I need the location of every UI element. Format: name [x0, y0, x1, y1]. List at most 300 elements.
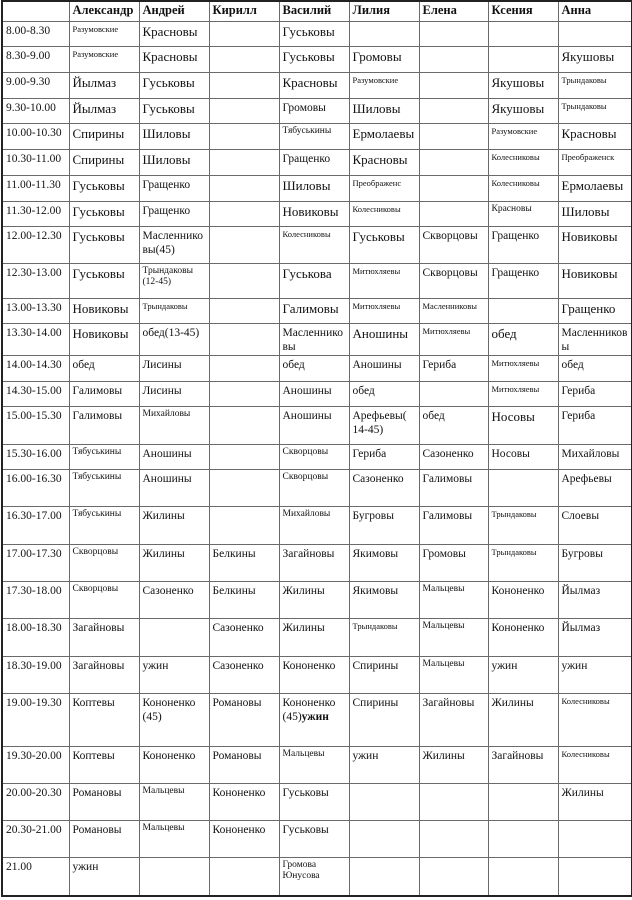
- cell-text: Мальцевы: [422, 658, 465, 669]
- schedule-cell: [69, 72, 139, 98]
- cell-text: Жилины: [142, 509, 185, 522]
- schedule-cell: [279, 656, 349, 693]
- schedule-cell: [69, 820, 139, 857]
- schedule-cell: [139, 618, 209, 656]
- cell-text: Ермолаевы: [352, 125, 415, 141]
- cell-text: Кононенко: [491, 621, 545, 634]
- time-slot: 11.30-12.00: [2, 201, 69, 226]
- schedule-cell: [558, 544, 632, 581]
- schedule-cell: [558, 656, 632, 693]
- schedule-cell: [488, 857, 558, 896]
- schedule-cell: [349, 98, 419, 123]
- table-row: [2, 783, 632, 820]
- schedule-cell: [209, 323, 279, 355]
- cell-text: Якимовы: [352, 584, 399, 597]
- cell-text: Сазоненко: [352, 472, 404, 485]
- schedule-cell: [69, 298, 139, 323]
- schedule-cell: [419, 175, 488, 201]
- schedule-cell: [558, 149, 632, 175]
- schedule-cell: [69, 381, 139, 406]
- schedule-cell: [349, 298, 419, 323]
- schedule-cell: [558, 298, 632, 323]
- schedule-cell: [488, 298, 558, 323]
- cell-text: Загайновы: [282, 547, 335, 560]
- cell-text: обед(13-45): [142, 326, 200, 339]
- time-slot: 10.30-11.00: [2, 149, 69, 175]
- schedule-cell: [349, 72, 419, 98]
- cell-text: Галимовы: [72, 384, 123, 397]
- table-row: [2, 21, 632, 46]
- cell-text: Коптевы: [72, 749, 115, 762]
- cell-text: Романовы: [212, 696, 262, 709]
- cell-text: Якушовы: [491, 74, 545, 90]
- cell-text: Аношины: [352, 358, 402, 371]
- schedule-cell: [558, 381, 632, 406]
- schedule-cell: [209, 506, 279, 544]
- schedule-cell: [349, 355, 419, 381]
- table-row: [2, 175, 632, 201]
- header-person: Ксения: [488, 1, 558, 21]
- cell-text: Гуськовы: [142, 100, 195, 116]
- schedule-cell: [419, 783, 488, 820]
- schedule-cell: [69, 355, 139, 381]
- cell-text: Йылмаз: [72, 100, 117, 116]
- schedule-cell: [419, 506, 488, 544]
- schedule-cell: [139, 381, 209, 406]
- schedule-cell: [139, 175, 209, 201]
- schedule-cell: [558, 323, 632, 355]
- schedule-cell: [279, 746, 349, 783]
- schedule-cell: [349, 46, 419, 72]
- schedule-cell: [349, 149, 419, 175]
- cell-text: Гращенко: [491, 266, 540, 279]
- cell-text: ужин: [352, 749, 379, 762]
- cell-text: Спирины: [72, 125, 125, 141]
- cell-text: Йылмаз: [72, 74, 117, 90]
- schedule-cell: [69, 21, 139, 46]
- cell-text: Скворцовы: [422, 229, 478, 242]
- header-person: Александр: [69, 1, 139, 21]
- schedule-cell: [139, 323, 209, 355]
- cell-text: Гращенко: [282, 152, 331, 165]
- schedule-cell: [488, 656, 558, 693]
- cell-text: Митюхляевы: [422, 325, 471, 336]
- schedule-cell: [488, 149, 558, 175]
- schedule-cell: [349, 581, 419, 618]
- schedule-cell: [69, 693, 139, 746]
- cell-text: Громовы: [422, 547, 466, 560]
- cell-text: обед: [352, 384, 375, 397]
- time-slot: 19.30-20.00: [2, 746, 69, 783]
- schedule-cell: [419, 72, 488, 98]
- schedule-cell: [209, 544, 279, 581]
- schedule-cell: [419, 263, 488, 298]
- schedule-cell: [209, 298, 279, 323]
- schedule-cell: [419, 201, 488, 226]
- header-person: Кирилл: [209, 1, 279, 21]
- table-row: [2, 298, 632, 323]
- schedule-cell: [558, 21, 632, 46]
- schedule-cell: [558, 746, 632, 783]
- time-slot: 16.30-17.00: [2, 506, 69, 544]
- schedule-cell: [209, 355, 279, 381]
- schedule-cell: [209, 263, 279, 298]
- schedule-cell: [69, 618, 139, 656]
- schedule-cell: [558, 406, 632, 444]
- cell-text: Гериба: [422, 358, 457, 371]
- schedule-cell: [488, 21, 558, 46]
- table-row: [2, 656, 632, 693]
- time-slot: 18.00-18.30: [2, 618, 69, 656]
- schedule-cell: [488, 746, 558, 783]
- schedule-cell: [209, 581, 279, 618]
- cell-text-bold: ужин: [301, 710, 329, 723]
- cell-text: Трындаковы: [491, 508, 537, 519]
- schedule-cell: [419, 226, 488, 263]
- schedule-cell: [209, 857, 279, 896]
- schedule-cell: [558, 72, 632, 98]
- cell-text: Йылмаз: [561, 621, 601, 634]
- table-row: [2, 98, 632, 123]
- cell-text: Гуськовы: [72, 177, 125, 193]
- cell-text: Скворцовы: [72, 546, 119, 557]
- schedule-cell: [69, 506, 139, 544]
- schedule-cell: [419, 46, 488, 72]
- table-row: [2, 581, 632, 618]
- schedule-cell: [209, 693, 279, 746]
- schedule-cell: [558, 175, 632, 201]
- cell-text: Носовы: [491, 408, 535, 424]
- schedule-cell: [209, 746, 279, 783]
- table-row: [2, 506, 632, 544]
- schedule-cell: [419, 98, 488, 123]
- cell-text: Разумовские: [72, 23, 119, 34]
- cell-text: Колесниковы: [561, 695, 610, 706]
- cell-text: Трындаковы: [491, 546, 537, 557]
- cell-text: Галимовы: [422, 472, 473, 485]
- cell-text: Колесниковы: [282, 228, 331, 239]
- cell-text: Романовы: [72, 823, 122, 836]
- cell-text: Новиковы: [561, 228, 618, 244]
- schedule-cell: [349, 544, 419, 581]
- schedule-cell: [279, 381, 349, 406]
- cell-text: Галимовы: [282, 300, 339, 316]
- cell-text: Кононенко (45): [142, 696, 196, 723]
- schedule-cell: [419, 406, 488, 444]
- schedule-cell: [139, 693, 209, 746]
- table-row: [2, 544, 632, 581]
- schedule-cell: [558, 618, 632, 656]
- cell-text: Красновы: [142, 23, 198, 39]
- time-slot: 8.00-8.30: [2, 21, 69, 46]
- table-row: [2, 355, 632, 381]
- schedule-cell: [419, 544, 488, 581]
- cell-text: Гуськовы: [352, 228, 405, 244]
- time-slot: 12.30-13.00: [2, 263, 69, 298]
- time-slot: 16.00-16.30: [2, 469, 69, 506]
- time-slot: 20.00-20.30: [2, 783, 69, 820]
- table-row: [2, 618, 632, 656]
- schedule-cell: [488, 123, 558, 149]
- table-row: [2, 444, 632, 469]
- cell-text: Преображенс: [352, 177, 402, 188]
- schedule-cell: [139, 656, 209, 693]
- schedule-cell: [139, 857, 209, 896]
- cell-text: Красновы: [142, 48, 198, 64]
- cell-text: Митюхляевы: [491, 383, 540, 394]
- schedule-cell: [139, 820, 209, 857]
- table-row: [2, 226, 632, 263]
- cell-text: Загайновы: [422, 696, 475, 709]
- cell-text: Якимовы: [352, 547, 399, 560]
- cell-text: Кононенко: [142, 749, 196, 762]
- schedule-cell: [209, 46, 279, 72]
- cell-text: Новиковы: [72, 325, 129, 341]
- time-slot: 19.00-19.30: [2, 693, 69, 746]
- cell-text: Йылмаз: [561, 584, 601, 597]
- schedule-cell: [349, 123, 419, 149]
- cell-text: обед: [561, 358, 584, 371]
- cell-text: Митюхляевы: [352, 300, 401, 311]
- schedule-cell: [419, 693, 488, 746]
- cell-text: Бугровы: [352, 509, 394, 522]
- time-slot: 17.30-18.00: [2, 581, 69, 618]
- schedule-cell: [69, 201, 139, 226]
- schedule-cell: [209, 618, 279, 656]
- schedule-cell: [139, 355, 209, 381]
- cell-text: Михайловы: [142, 408, 191, 419]
- cell-text: Гуськовы: [72, 228, 125, 244]
- schedule-cell: [279, 581, 349, 618]
- cell-text: Громова Юнусова: [282, 859, 320, 882]
- schedule-cell: [349, 693, 419, 746]
- cell-text: Тябуськины: [72, 446, 122, 457]
- schedule-cell: [558, 693, 632, 746]
- table-row: [2, 746, 632, 783]
- schedule-cell: [558, 226, 632, 263]
- time-slot: 20.30-21.00: [2, 820, 69, 857]
- cell-text: Трындаковы: [561, 74, 607, 85]
- cell-text: Красновы: [491, 203, 532, 214]
- cell-text: Гращенко: [561, 300, 616, 316]
- schedule-cell: [488, 175, 558, 201]
- schedule-cell: [139, 469, 209, 506]
- cell-text: Колесниковы: [352, 203, 401, 214]
- schedule-cell: [69, 581, 139, 618]
- cell-text: Колесниковы: [491, 151, 540, 162]
- schedule-cell: [349, 444, 419, 469]
- table-row: [2, 46, 632, 72]
- time-slot: 17.00-17.30: [2, 544, 69, 581]
- cell-text: Шиловы: [142, 151, 191, 167]
- table-row: [2, 693, 632, 746]
- time-slot: 8.30-9.00: [2, 46, 69, 72]
- schedule-cell: [69, 406, 139, 444]
- cell-text: Красновы: [561, 125, 617, 141]
- cell-text: Аношины: [282, 384, 332, 397]
- schedule-cell: [139, 506, 209, 544]
- schedule-cell: [209, 469, 279, 506]
- cell-text: Лисины: [142, 358, 182, 371]
- schedule-cell: [139, 406, 209, 444]
- cell-text: Романовы: [212, 749, 262, 762]
- header-person: Лилия: [349, 1, 419, 21]
- schedule-cell: [209, 98, 279, 123]
- schedule-cell: [209, 444, 279, 469]
- time-slot: 13.30-14.00: [2, 323, 69, 355]
- cell-text: Белкины: [212, 584, 256, 597]
- schedule-cell: [279, 46, 349, 72]
- schedule-cell: [209, 226, 279, 263]
- time-slot: 10.00-10.30: [2, 123, 69, 149]
- cell-text: Кононенко: [212, 823, 266, 836]
- cell-text: Масленниковы(45): [142, 229, 203, 256]
- cell-text: Жилины: [561, 786, 604, 799]
- cell-text: Кононенко: [282, 659, 336, 672]
- schedule-cell: [419, 149, 488, 175]
- cell-text: Громовы: [352, 48, 402, 64]
- cell-text: Арефьевы( 14-45): [352, 409, 407, 436]
- schedule-cell: [488, 693, 558, 746]
- schedule-cell: [69, 469, 139, 506]
- schedule-cell: [139, 746, 209, 783]
- cell-text: Шиловы: [352, 100, 401, 116]
- schedule-cell: [279, 263, 349, 298]
- schedule-cell: [209, 406, 279, 444]
- table-row: [2, 201, 632, 226]
- cell-text: ужин: [561, 659, 588, 672]
- schedule-cell: [488, 618, 558, 656]
- cell-text: Сазоненко: [212, 659, 264, 672]
- cell-text: Кононенко (45): [282, 696, 336, 723]
- cell-text: Гериба: [352, 447, 387, 460]
- schedule-cell: [488, 323, 558, 355]
- cell-text: Аношины: [142, 447, 192, 460]
- schedule-cell: [279, 444, 349, 469]
- schedule-cell: [139, 444, 209, 469]
- schedule-cell: [139, 581, 209, 618]
- cell-text: Сазоненко: [212, 621, 264, 634]
- time-slot: 13.00-13.30: [2, 298, 69, 323]
- cell-text: Ермолаевы: [561, 177, 624, 193]
- cell-text: Загайновы: [491, 749, 544, 762]
- schedule-cell: [558, 123, 632, 149]
- schedule-cell: [279, 149, 349, 175]
- schedule-cell: [488, 406, 558, 444]
- schedule-cell: [69, 444, 139, 469]
- schedule-cell: [349, 406, 419, 444]
- cell-text: Гериба: [561, 384, 596, 397]
- cell-text: Колесниковы: [561, 748, 610, 759]
- schedule-cell: [488, 444, 558, 469]
- schedule-cell: [279, 506, 349, 544]
- schedule-cell: [69, 544, 139, 581]
- cell-text: Гуськовы: [72, 265, 125, 281]
- cell-text: Масленниковы: [282, 326, 343, 353]
- schedule-cell: [349, 506, 419, 544]
- cell-text: Мальцевы: [282, 748, 325, 759]
- schedule-cell: [279, 544, 349, 581]
- cell-text: Новиковы: [282, 203, 339, 219]
- header-time: [2, 1, 69, 21]
- header-person: Елена: [419, 1, 488, 21]
- cell-text: Скворцовы: [282, 446, 329, 457]
- cell-text: обед: [282, 358, 305, 371]
- schedule-cell: [419, 21, 488, 46]
- schedule-cell: [279, 406, 349, 444]
- schedule-cell: [419, 355, 488, 381]
- schedule-cell: [139, 298, 209, 323]
- header-person: Анна: [558, 1, 632, 21]
- cell-text: обед: [491, 325, 517, 341]
- time-slot: 14.30-15.00: [2, 381, 69, 406]
- schedule-cell: [488, 544, 558, 581]
- cell-text: Кононенко: [491, 584, 545, 597]
- schedule-cell: [279, 201, 349, 226]
- schedule-cell: [279, 783, 349, 820]
- cell-text: Красновы: [282, 74, 338, 90]
- schedule-cell: [558, 506, 632, 544]
- schedule-cell: [558, 469, 632, 506]
- schedule-cell: [488, 820, 558, 857]
- cell-text: Гуськовы: [72, 203, 125, 219]
- schedule-cell: [419, 581, 488, 618]
- cell-text: Жилины: [282, 621, 325, 634]
- schedule-cell: [209, 72, 279, 98]
- cell-text: Слоевы: [561, 509, 600, 522]
- cell-text: Жилины: [282, 584, 325, 597]
- cell-text: Галимовы: [422, 509, 473, 522]
- cell-text: Аношины: [352, 325, 409, 341]
- cell-text: Белкины: [212, 547, 256, 560]
- cell-text: Спирины: [72, 151, 125, 167]
- cell-text: Трындаковы: [352, 620, 398, 631]
- schedule-cell: [488, 201, 558, 226]
- schedule-cell: [69, 746, 139, 783]
- schedule-cell: [558, 98, 632, 123]
- cell-text: Трындаковы: [561, 100, 607, 111]
- cell-text: Шиловы: [561, 203, 610, 219]
- cell-text: ужин: [491, 659, 518, 672]
- cell-text: Загайновы: [72, 621, 125, 634]
- schedule-cell: [349, 263, 419, 298]
- cell-text: Якушовы: [561, 48, 615, 64]
- schedule-cell: [279, 323, 349, 355]
- cell-text: Тябуськины: [72, 471, 122, 482]
- schedule-cell: [279, 693, 349, 746]
- schedule-cell: [349, 381, 419, 406]
- schedule-cell: [488, 72, 558, 98]
- schedule-cell: [139, 226, 209, 263]
- schedule-cell: [209, 21, 279, 46]
- schedule-cell: [69, 98, 139, 123]
- cell-text: Гуськовы: [142, 74, 195, 90]
- cell-text: обед: [72, 358, 95, 371]
- cell-text: Масленниковы: [422, 300, 477, 311]
- schedule-cell: [349, 783, 419, 820]
- cell-text: Гуськовы: [282, 48, 335, 64]
- schedule-cell: [139, 123, 209, 149]
- table-row: [2, 469, 632, 506]
- cell-text: Митюхляевы: [352, 265, 401, 276]
- table-row: [2, 123, 632, 149]
- schedule-cell: [279, 355, 349, 381]
- cell-text: Спирины: [352, 659, 399, 672]
- schedule-cell: [558, 581, 632, 618]
- schedule-cell: [349, 656, 419, 693]
- schedule-cell: [209, 175, 279, 201]
- cell-text: Аношины: [282, 409, 332, 422]
